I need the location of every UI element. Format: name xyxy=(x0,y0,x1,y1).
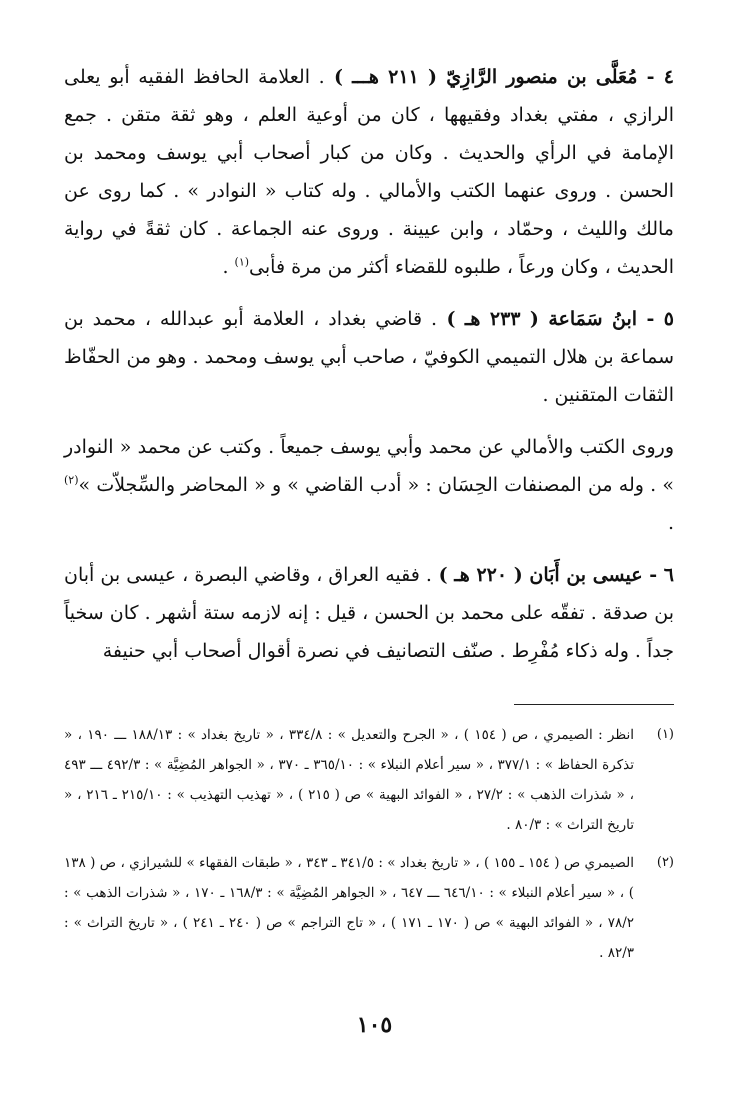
entry-text: وروى الكتب والأمالي عن محمد وأبي يوسف جميعاً . وكتب عن محمد « النوادر » . وله من المصنفات الحِسَان : « أدب القاضي » و « المحاضر والسِّجلاّت » xyxy=(64,436,674,496)
entry-paragraph xyxy=(64,556,674,670)
entry-date: ( ٢١١ هـــ ) xyxy=(324,66,447,88)
footnote-separator xyxy=(514,704,674,705)
entry-paragraph xyxy=(64,58,674,286)
entry-name: ابنُ سَمَاعة xyxy=(548,308,638,330)
footnote-text: انظر : الصيمري ، ص ( ١٥٤ ) ، « الجرح والتعديل » : ٣٣٤/٨ ، « تاريخ بغداد » : ١٨٨/١٣ ـــ ١٩٠ ، « تذكرة الحفاظ » : ٣٧٧/١ ، « سير أعلام النبلاء » : ٣٦٥/١٠ ـ ٣٧٠ ، « الجواهر المُضِيَّة » : ٤٩٢/٣ ـــ ٤٩٣ ، « شذرات الذهب » : ٢٧/٢ ، « الفوائد البهية » ص ( ٢١٥ ) ، « تهذيب التهذيب » : ٢١٥/١٠ ـ ٢١٦ ، « تاريخ التراث » : ٨٠/٣ . xyxy=(64,727,634,833)
page-number: ١٠٥ xyxy=(356,1012,393,1038)
footnote-text: الصيمري ص ( ١٥٤ ـ ١٥٥ ) ، « تاريخ بغداد » : ٣٤١/٥ ـ ٣٤٣ ، « طبقات الفقهاء » للشيرازي ، ص ( ١٣٨ ) ، « سير أعلام النبلاء » : ٦٤٦/١٠ ـــ ٦٤٧ ، « الجواهر المُضِيَّة » : ١٦٨/٣ ـ ١٧٠ ، « شذرات الذهب » : ٧٨/٢ ، « الفوائد البهية » ص ( ١٧٠ ـ ١٧١ ) ، « تاج التراجم » ص ( ٢٤٠ ـ ٢٤١ ) ، « تاريخ التراث » : ٨٢/٣ . xyxy=(64,855,635,961)
entry-text: . قاضي بغداد ، العلامة أبو عبدالله ، محمد بن سماعة بن هلال التميمي الكوفيّ ، صاحب أبي يوسف ومحمد . وهو من الحفّاظ الثقات المتقنين . xyxy=(64,308,674,406)
entry-name: مُعَلَّى بن منصور الرَّازِيّ xyxy=(446,66,638,88)
footnote xyxy=(64,848,674,968)
footnote-reference[interactable]: (٢) xyxy=(64,473,79,487)
entry-number: ٥ - xyxy=(637,308,674,330)
footnote-number: (٢) xyxy=(656,855,674,870)
entry-text: . العلامة الحافظ الفقيه أبو يعلى الرازي ، مفتي بغداد وفقيهها ، كان من أوعية العلم ، وهو ثقة متقن . جمع الإمامة في الرأي والحديث . وكان من كبار أصحاب أبي يوسف ومحمد بن الحسن . وروى عنهما الكتب والأمالي . وله كتاب « النوادر » . كما روى عن مالك والليث ، وحمّاد ، وابن عيينة . وروى عنه الجماعة . كان ثقةً في رواية الحديث ، وكان ورعاً ، طلبوه للقضاء أكثر من مرة فأبى xyxy=(64,66,674,278)
footnotes xyxy=(64,720,674,976)
main-text xyxy=(64,58,674,684)
entry-tail: . xyxy=(222,256,235,278)
entry-paragraph xyxy=(64,428,674,542)
entry-text: . فقيه العراق ، وقاضي البصرة ، عيسى بن أبان بن صدقة . تفقّه على محمد بن الحسن ، قيل : إنه لازمه ستة أشهر . كان سخياً جداً . وله ذكاء مُفْرِط . صنّف التصانيف في نصرة أقوال أصحاب أبي حنيفة xyxy=(64,564,674,662)
entry-number: ٦ - xyxy=(642,564,674,586)
footnote-reference[interactable]: (١) xyxy=(234,255,250,269)
entry-date: ( ٢٣٣ هـ ) xyxy=(437,308,549,330)
entry-name: عيسى بن أَبَان xyxy=(529,564,643,586)
entry-date: ( ٢٢٠ هـ ) xyxy=(431,564,530,586)
footnote xyxy=(64,720,674,840)
entry-paragraph xyxy=(64,300,674,414)
entry-number: ٤ - xyxy=(637,66,674,88)
footnote-number: (١) xyxy=(656,727,674,742)
entry-tail: . xyxy=(667,512,674,534)
